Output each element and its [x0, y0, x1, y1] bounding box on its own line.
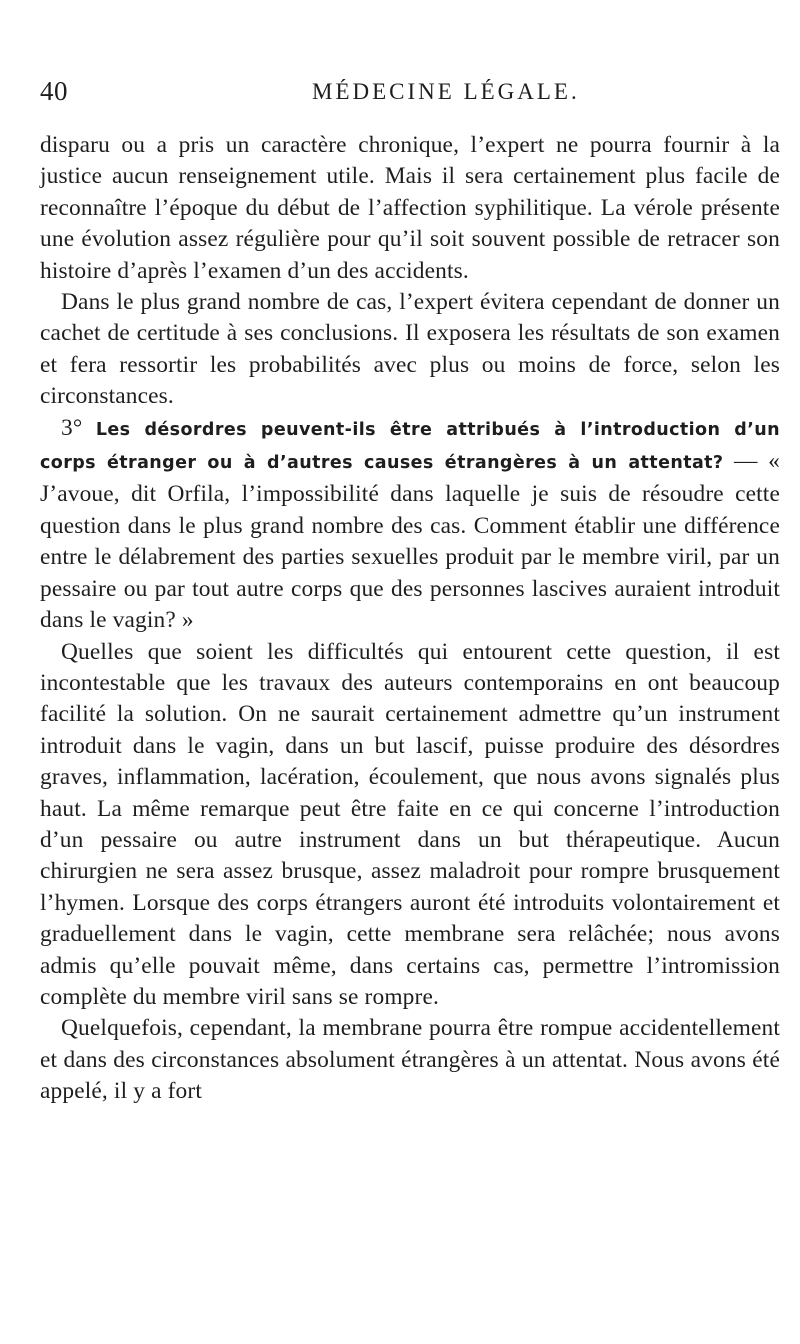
section-number: 3° — [61, 414, 83, 441]
page-number: 40 — [40, 76, 68, 106]
paragraph-3 — [40, 413, 780, 637]
paragraph-4: Quelles que soient les difficultés qui entourent cette question, il est incontestable que les travaux des auteurs contemporains en ont beaucoup facilité la solution. On ne saurait certainement admettre qu’un instrument introduit dans le vagin, dans un but lascif, puisse produire des désordres graves, inflammation, lacération, écoulement, que nous avons signalés plus haut. La même remarque peut être faite en ce qui concerne l’introduction d’un pessaire ou autre instrument dans un but thérapeutique. Aucun chirurgien ne sera assez brusque, assez maladroit pour rompre brusquement l’hymen. Lorsque des corps étrangers auront été introduits volontairement et graduellement dans le vagin, cette membrane sera relâchée; nous avons admis qu’elle pouvait même, dans certains cas, permettre l’intromission complète du membre viril sans se rompre. — [40, 638, 780, 1010]
paragraph-3-text: — « J’avoue, dit Orfila, l’impossibilité dans laquelle je suis de résoudre cette question dans le plus grand nombre des cas. Comment établir une différence entre le délabrement des parties sexuelles produit par le membre viril, par un pessaire ou par tout autre corps que des personnes lascives auraient introduit dans le vagin? » — [40, 448, 780, 634]
body-text — [40, 130, 780, 1108]
paragraph-1: disparu ou a pris un caractère chronique, l’expert ne pourra fournir à la justice aucun renseignement utile. Mais il sera certainement plus facile de reconnaître l’époque du début de l’affection syphilitique. La vérole présente une évolution assez régulière pour qu’il soit souvent possible de retracer son histoire d’après l’examen d’un des accidents. — [40, 132, 780, 284]
running-head: MÉDECINE LÉGALE. — [312, 79, 580, 104]
section-heading: Les désordres peuvent-ils être attribués à l’introduction d’un corps étranger ou à d’autres causes étrangères à un attentat? — [40, 419, 781, 474]
page-header — [40, 76, 780, 110]
paragraph-2: Dans le plus grand nombre de cas, l’expert évitera cependant de donner un cachet de certitude à ses conclusions. Il exposera les résultats de son examen et fera ressortir les probabilités avec plus ou moins de force, selon les circonstances. — [40, 289, 780, 410]
paragraph-5: Quelquefois, cependant, la membrane pourra être rompue accidentellement et dans des circonstances absolument étrangères à un attentat. Nous avons été appelé, il y a fort — [40, 1015, 780, 1105]
